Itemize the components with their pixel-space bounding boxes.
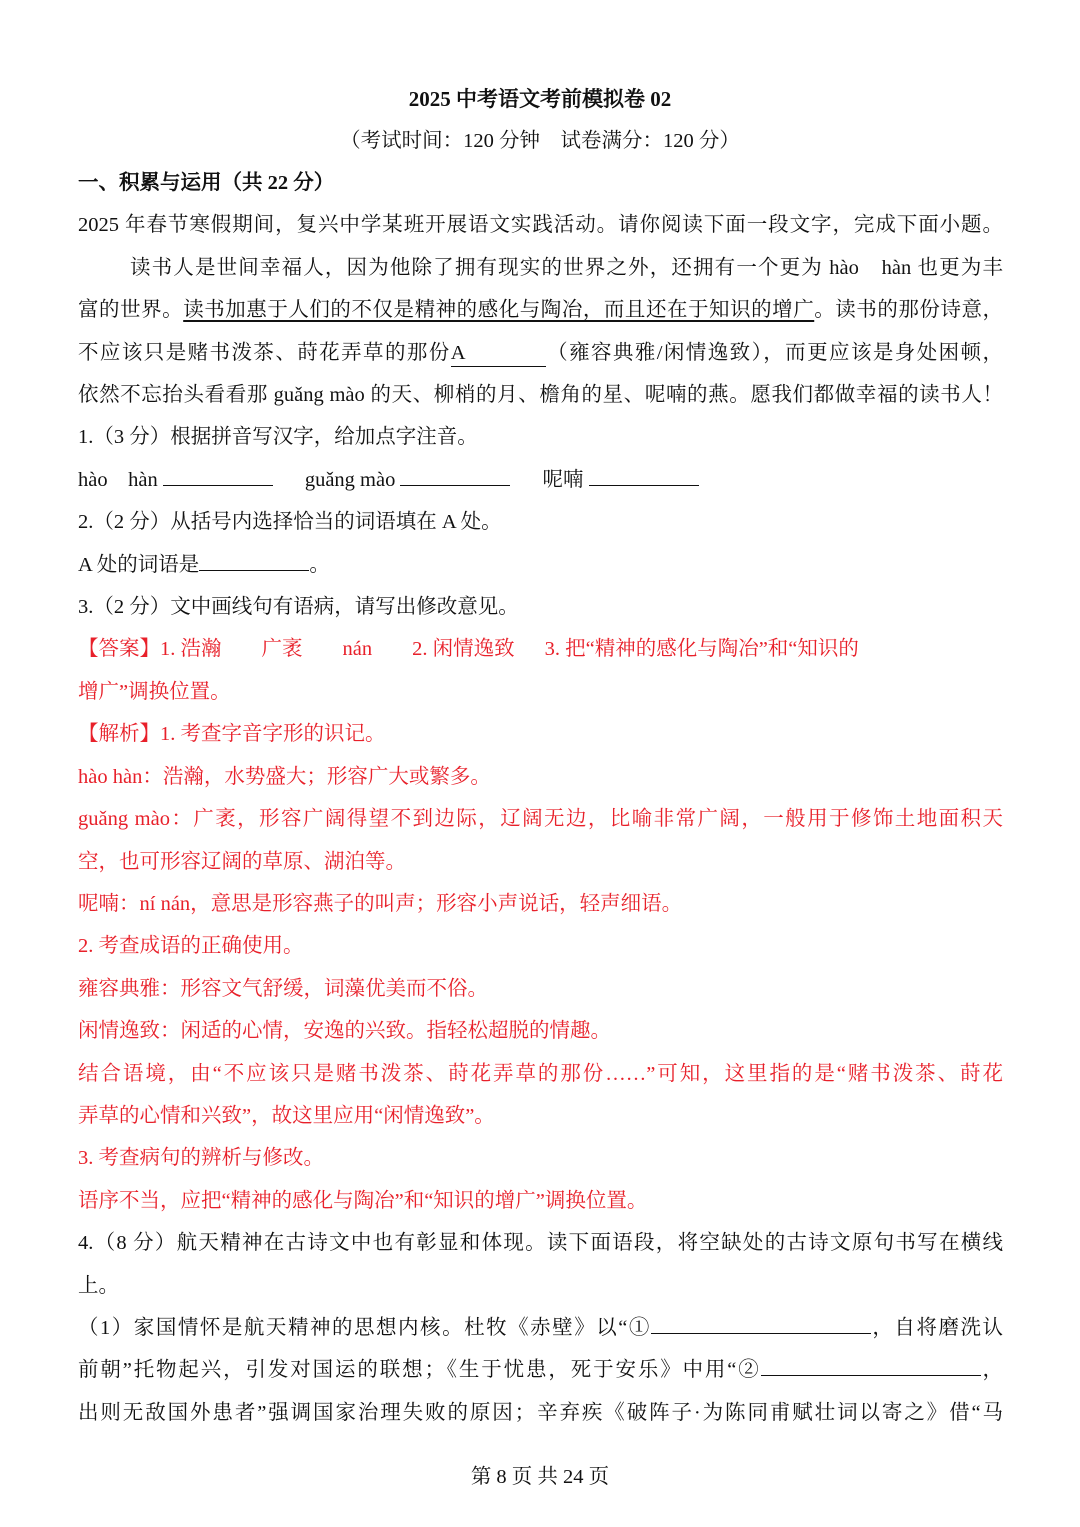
passage-line: 依然不忘抬头看看那 guǎng mào 的天、柳梢的月、檐角的星、呢喃的燕。愿我们都做幸福的读书人！ [78, 384, 1003, 407]
answer-text: 【答案】1. 浩瀚 [78, 638, 222, 661]
word-label: 呢喃 [542, 468, 584, 491]
analysis-line: 呢喃：ní nán，意思是形容燕子的叫声；形容小声说话，轻声细语。 [78, 892, 683, 915]
analysis-line: 3. 考查病句的辨析与修改。 [78, 1147, 324, 1170]
question-4-text: 上。 [78, 1274, 119, 1297]
question-4-text: 出则无敌国外患者”强调国家治理失败的原因；辛弃疾《破阵子·为陈同甫赋壮词以寄之》借“马 [78, 1401, 1003, 1424]
analysis-line: guǎng mào：广袤，形容广阔得望不到边际，辽阔无边，比喻非常广阔，一般用于修饰土地面积天 [78, 808, 1003, 831]
blank-a: A [451, 340, 546, 367]
answer-blank [589, 459, 699, 486]
answer-text: 广袤 [261, 638, 303, 661]
question-1: 1.（3 分）根据拼音写汉字，给加点字注音。 [78, 426, 478, 449]
analysis-line: 弄草的心情和兴致”，故这里应用“闲情逸致”。 [78, 1104, 495, 1127]
question-text: 前朝”托物起兴，引发对国运的联想；《生于忧患，死于安乐》中用“② [78, 1359, 761, 1382]
question-text: ， [980, 1359, 1004, 1382]
section-heading: 一、积累与运用（共 22 分） [78, 172, 335, 194]
answer-blank [400, 459, 510, 486]
intro-text: 2025 年春节寒假期间，复兴中学某班开展语文实践活动。请你阅读下面一段文字，完成下面小题。 [78, 214, 1003, 237]
exam-info: （考试时间：120 分钟 试卷满分：120 分） [340, 130, 740, 152]
answer-blank [761, 1349, 981, 1376]
analysis-line: 2. 考查成语的正确使用。 [78, 935, 304, 958]
pinyin-label: hào hàn [78, 468, 158, 491]
question-text: ，自将磨洗认 [870, 1316, 1003, 1339]
answer-text: 2. 闲情逸致 [412, 638, 515, 661]
question-1-blanks [78, 459, 1003, 501]
question-2: 2.（2 分）从括号内选择恰当的词语填在 A 处。 [78, 511, 502, 534]
underlined-sentence: 读书加惠于人们的不仅是精神的感化与陶冶，而且还在于知识的增广 [183, 299, 815, 322]
analysis-line: 空，也可形容辽阔的草原、湖泊等。 [78, 850, 406, 873]
passage-line: 读书人是世间幸福人，因为他除了拥有现实的世界之外，还拥有一个更为 hào hàn 也更为丰 [130, 256, 1003, 279]
analysis-line: 闲情逸致：闲适的心情，安逸的兴致。指轻松超脱的情趣。 [78, 1020, 611, 1043]
answer-line: 增广”调换位置。 [78, 680, 231, 703]
passage-line [78, 289, 1003, 331]
analysis-line: hào hàn：浩瀚，水势盛大；形容广大或繁多。 [78, 765, 491, 788]
question-text: A 处的词语是 [78, 553, 200, 576]
question-4: 4.（8 分）航天精神在古诗文中也有彰显和体现。读下面语段，将空缺处的古诗文原句书写在横线 [78, 1232, 1003, 1255]
question-4-text [78, 1349, 1003, 1391]
question-2-line [78, 544, 1003, 586]
analysis-line: 结合语境，由“不应该只是赌书泼茶、莳花弄草的那份……”可知，这里指的是“赌书泼茶、莳花 [78, 1062, 1003, 1085]
passage-text: （雍容典雅/闲情逸致），而更应该是身处困顿， [545, 341, 1003, 364]
page-number: 第 8 页 共 24 页 [470, 1466, 610, 1489]
question-text: （1）家国情怀是航天精神的思想内核。杜牧《赤壁》以“① [78, 1316, 651, 1339]
answer-blank [651, 1307, 871, 1334]
page-title: 2025 中考语文考前模拟卷 02 [408, 87, 672, 111]
answer-line [78, 628, 1003, 670]
passage-line [78, 332, 1003, 374]
pinyin-label: guǎng mào [304, 468, 396, 491]
answer-blank [163, 459, 273, 486]
question-3: 3.（2 分）文中画线句有语病，请写出修改意见。 [78, 596, 519, 619]
question-4-text [78, 1307, 1003, 1349]
passage-text: 富的世界。 [78, 299, 184, 322]
answer-text: nán [342, 638, 373, 661]
passage-text: 。读书的那份诗意， [814, 299, 1004, 322]
passage-text: 不应该只是赌书泼茶、莳花弄草的那份 [78, 341, 451, 364]
question-text: 。 [309, 553, 330, 576]
analysis-line: 雍容典雅：形容文气舒缓，词藻优美而不俗。 [78, 977, 488, 1000]
answer-blank [199, 544, 309, 571]
document-body [78, 162, 1003, 1434]
analysis-line: 【解析】1. 考查字音字形的识记。 [78, 723, 386, 746]
analysis-line: 语序不当，应把“精神的感化与陶冶”和“知识的增广”调换位置。 [78, 1189, 648, 1212]
answer-text: 3. 把“精神的感化与陶冶”和“知识的 [544, 638, 859, 661]
